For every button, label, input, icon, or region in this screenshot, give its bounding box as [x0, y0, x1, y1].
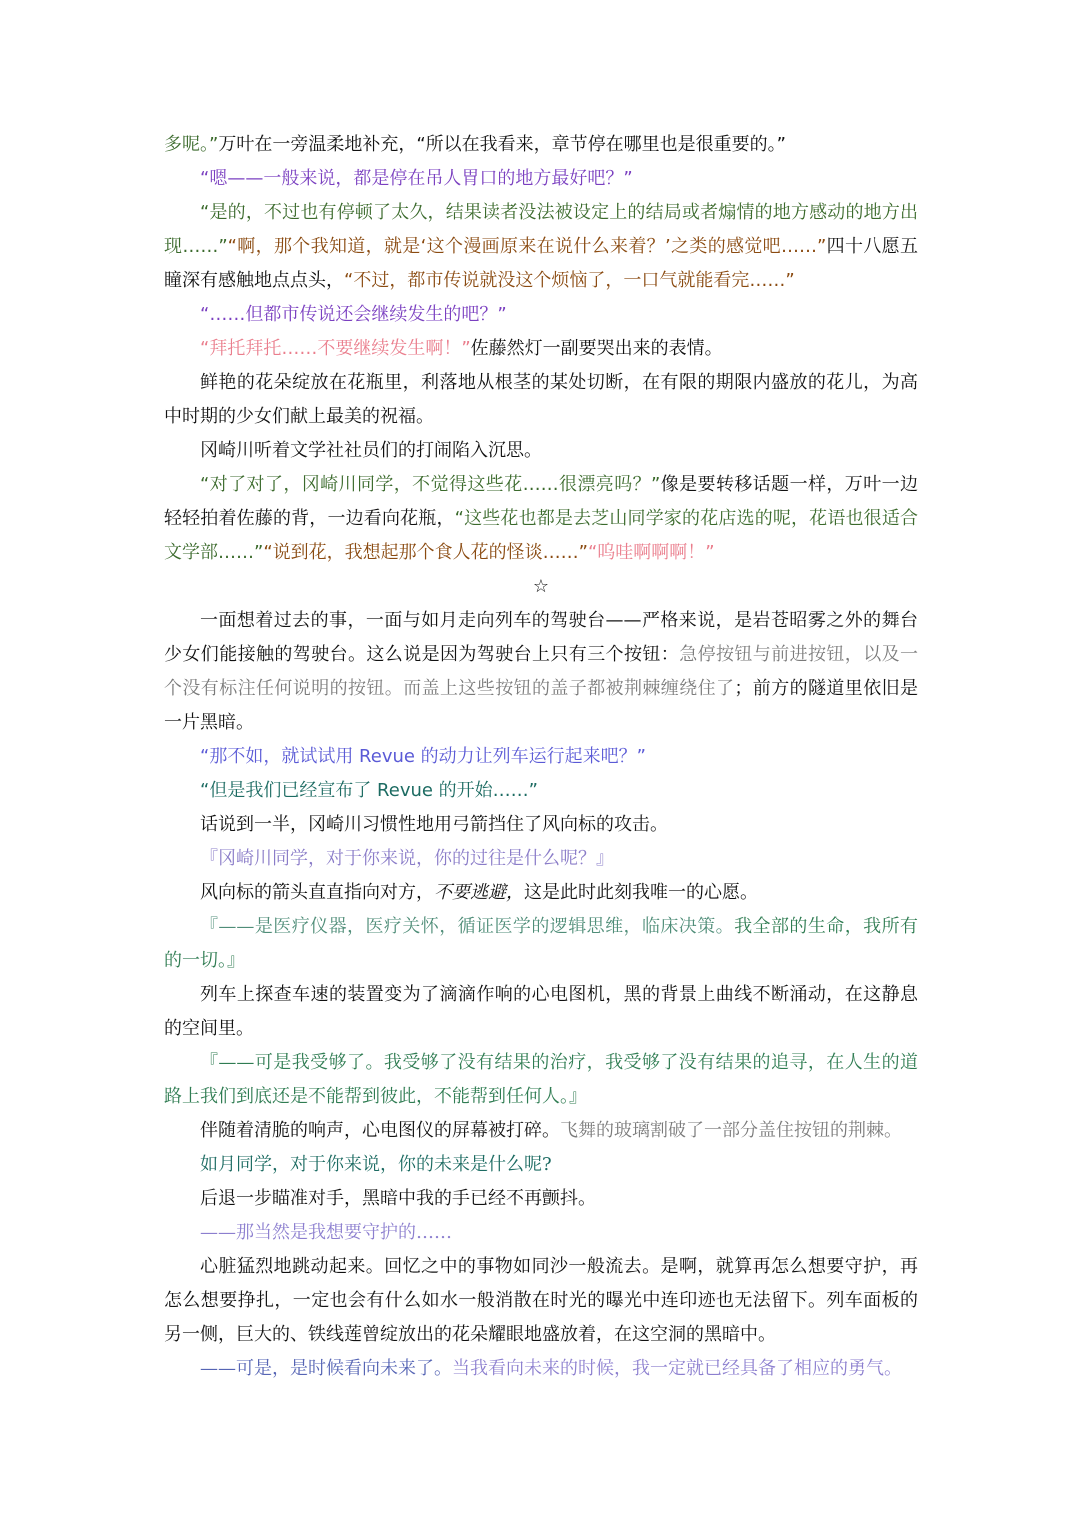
- narration: “所以在我看来，章节停在哪里也是很重要的。”: [416, 134, 786, 155]
- dialogue: “不过，都市传说就没这个烦恼了，一口气就能看完……”: [344, 270, 795, 291]
- narration-grey: 飞舞的玻璃割破了一部分盖住按钮的荆棘。: [560, 1120, 902, 1141]
- quote: 我全部的生命，我所有的一切。』: [164, 916, 919, 971]
- paragraph: 鲜艳的花朵绽放在花瓶里，利落地从根茎的某处切断，在有限的期限内盛放的花儿，为高中时期的少女们献上最美的祝福。: [164, 372, 918, 427]
- paragraph: [164, 604, 918, 740]
- paragraph: [164, 774, 918, 808]
- narration: 佐藤然灯一副要哭出来的表情。: [470, 338, 723, 359]
- emphasis: 不要逃避，: [434, 882, 524, 903]
- paragraph: 冈崎川听着文学社社员们的打闹陷入沉思。: [200, 440, 542, 461]
- dialogue: “是的，不过也有停顿了太久，结果读者没法被设定上的结局或者煽情的地方感动的地方出现……”: [164, 202, 918, 257]
- section-break-star: ☆: [532, 576, 550, 597]
- dialogue: “但是我们已经宣布了 Revue 的开始……”: [200, 780, 538, 801]
- paragraph: 话说到一半，冈崎川习惯性地用弓箭挡住了风向标的攻击。: [200, 814, 668, 835]
- paragraph-quote: ——那当然是我想要守护的……: [200, 1222, 452, 1243]
- dialogue: “……但都市传说还会继续发生的吧？”: [200, 304, 507, 325]
- paragraph-quote: 如月同学，对于你来说，你的未来是什么呢?: [200, 1154, 552, 1175]
- narration: 伴随着清脆的响声，心电图仪的屏幕被打碎。: [200, 1120, 560, 1141]
- paragraph: 列车上探查车速的装置变为了滴滴作响的心电图机，黑的背景上曲线不断涌动，在这静息的空间里。: [164, 984, 918, 1039]
- dialogue: “拜托拜托……不要继续发生啊！”: [200, 338, 471, 359]
- paragraph: [164, 468, 918, 570]
- narration: 像是要转移话题一样，万叶一边轻轻拍着佐藤的背，一边看向花瓶，: [164, 474, 918, 529]
- dialogue: “嗯——一般来说，都是停在吊人胃口的地方最好吧？”: [200, 168, 633, 189]
- paragraph: [164, 196, 918, 298]
- paragraph-quote: 『——可是我受够了。我受够了没有结果的治疗，我受够了没有结果的追寻，在人生的道路上我们到底还是不能帮到彼此，不能帮到任何人。』: [164, 1052, 918, 1107]
- paragraph: [164, 1114, 918, 1148]
- paragraph: [164, 128, 918, 162]
- narration: 万叶在一旁温柔地补充，: [218, 134, 417, 155]
- paragraph: [164, 332, 918, 366]
- quote: ——可是，是时候看向未来了。: [200, 1358, 452, 1379]
- paragraph-quote: [164, 910, 918, 978]
- paragraph: [164, 876, 918, 910]
- narration-grey: 急停按钮与前进按钮，以及一个没有标注任何说明的按钮。而盖上这些按钮的盖子都被荆棘缠绕住了: [164, 644, 919, 699]
- document-body: [164, 128, 918, 1386]
- paragraph: 后退一步瞄准对手，黑暗中我的手已经不再颤抖。: [200, 1188, 596, 1209]
- dialogue: “这些花也都是去芝山同学家的花店选的呢，花语也很适合文学部……”: [164, 508, 919, 563]
- dialogue: “那不如，就试试用 Revue 的动力让列车运行起来吧？”: [200, 746, 646, 767]
- paragraph: [164, 298, 918, 332]
- quote: 『——是医疗仪器，医疗关怀，循证医学的逻辑思维，临床决策。: [200, 916, 735, 937]
- narration: 风向标的箭头直直指向对方，: [200, 882, 434, 903]
- narration: 四十八愿五瞳深有感触地点点头，: [164, 236, 918, 291]
- dialogue: “说到花，我想起那个食人花的怪谈……”: [263, 542, 588, 563]
- paragraph-quote: [164, 1352, 918, 1386]
- dialogue: “对了对了，冈崎川同学，不觉得这些花……很漂亮吗？”: [200, 474, 661, 495]
- quote: 当我看向未来的时候，我一定就已经具备了相应的勇气。: [452, 1358, 902, 1379]
- paragraph: [164, 162, 918, 196]
- narration: 一面想着过去的事，一面与如月走向列车的驾驶台——严格来说，是岩苍昭雾之外的舞台少女们能接触的驾驶台。这么说是因为驾驶台上只有三个按钮：: [164, 610, 918, 665]
- dialogue: “呜哇啊啊啊！”: [587, 542, 715, 563]
- narration: 这是此时此刻我唯一的心愿。: [524, 882, 758, 903]
- paragraph-quote: 『冈崎川同学，对于你来说，你的过往是什么呢？』: [200, 848, 614, 869]
- narration: ；前方的隧道里依旧是一片黑暗。: [164, 678, 919, 733]
- dialogue: “啊，那个我知道，就是‘这个漫画原来在说什么来着？’之类的感觉吧……”: [227, 236, 827, 257]
- paragraph: [164, 740, 918, 774]
- dialogue: 多呢。”: [164, 134, 219, 155]
- paragraph: 心脏猛烈地跳动起来。回忆之中的事物如同沙一般流去。是啊，就算再怎么想要守护，再怎么想要挣扎，一定也会有什么如水一般消散在时光的曝光中连印迹也无法留下。列车面板的另一侧，巨大的、铁线莲曾绽放出的花朵耀眼地盛放着，在这空洞的黑暗中。: [164, 1256, 918, 1345]
